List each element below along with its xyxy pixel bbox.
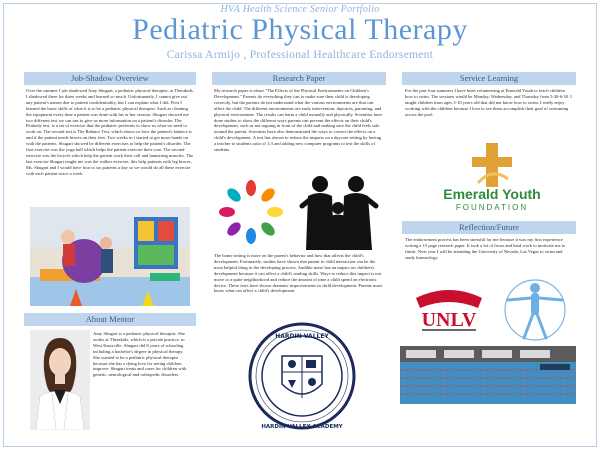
about-mentor-heading: About Mentor — [24, 313, 196, 326]
unlv-logo-text: UNLV — [421, 309, 477, 331]
author-line: Carissa Armijo , Professional Healthcare Endorsement — [166, 49, 434, 61]
about-mentor-text: Amy Shugart is a pediatric physical therapist. She works at Therakids, which is a private practice, in West Knoxville. Shugart did 8 years of schooling including a bachelor's degree in physical therapy. She wanted to be a pediatric physical therapist because she has a dying love for seeing children improve. Shugart treats and cares for children with genetic, neurological and orthopedic disorders. — [93, 331, 187, 378]
reflection-text: The endorsement process has been stressful for me because it was my first experience writing a 15 page research paper. It took a lot of focus and hard work to motivate me to finish. Next year I will be attending the University of Nevada, Las Vegas to swim and study kinesiology. — [405, 237, 566, 260]
therapy-room-photo — [30, 207, 190, 306]
unlv-logo — [412, 280, 486, 340]
mentor-portrait — [30, 330, 90, 430]
research-paper-text-top: My research paper is about "The Effects of the Physical Environments on Children's Development." Parents do everything they can to make sure their child is developing correctly, but the parents do not understand what the various environments are that can affect the child. The different environments are early intervention, daycares, parenting, and physical environment. The results can harm a child mentally and physically. Scientists have done studies to show the different ways parents can prevent the effects on their child's development, such as not arguing in front of the child and making sure the child feels safe around the parent. Scientists have also demonstrated the ways to correct the effects on a child's development. A test has shown to reduce the impacts on a daycare setting by having a teacher to students ratio of 1:3 and adding new computer programs to test the skills of students. — [214, 88, 383, 153]
emerald-logo-name: Emerald Youth — [443, 186, 541, 202]
service-learning-text: For the past four summers I have been volunteering at Emerald Youth to teach children how to swim. The sessions would be Monday, Wednesday, and Thursday from 5:30-6:30. I taught children from ages 3-10 years old that did not know how to swim. I really enjoy working with the children because I love to see them accomplish their goal of swimming across the pool. — [405, 88, 572, 117]
job-shadow-heading: Job-Shadow Overview — [24, 72, 196, 85]
vitruvian-figure-graphic — [498, 276, 572, 344]
poster-title: Pediatric Physical Therapy — [132, 13, 468, 46]
seal-bottom-text: HARDIN VALLEY ACADEMY — [261, 424, 343, 430]
emerald-logo-sub: FOUNDATION — [455, 203, 529, 212]
hva-seal-logo — [248, 318, 356, 438]
emerald-youth-logo — [412, 137, 572, 215]
research-paper-text-bottom: The home setting is more on the parent's behavior and how that affects the child's development. Fortunately, studies have shown that parent to child interaction can be the most helpful thing in the developing process. Audible noise has an impact on children's development because it can affect a child's reading skills. Ways to reduce this impact is not move to a quite neighborhood and reduce the amount of time a child spend on electronic device. These tests have shown dramatic improvements in child development. Parents must know what can affect a child's development. — [214, 253, 382, 294]
seal-top-text: HARDIN VALLEY — [275, 333, 329, 340]
reflection-heading: Reflection/Future — [402, 221, 576, 234]
portfolio-label: HVA Health Science Senior Portfolio — [220, 4, 380, 15]
research-paper-heading: Research Paper — [212, 72, 386, 85]
handprint-circle-graphic — [216, 176, 286, 248]
job-shadow-text: Over the summer I job shadowed Amy Shugart, a pediatric physical therapist, at Therakids. I shadowed there for three weeks and learned so much. Unfortunately, I cannot give out any patient's names due to patient confidentiality, but I can explain what I did. First I learned the basic skills of what it is to be a pediatric physical therapist. Such as cleaning the equipment every time a patient was done with his or her session. Shugart showed me two different test we can use to give us more information on a patient's disorder. The Peabody test, is a set of exercise that the pediatric performs to show us what we need to work on. The second test is The Balance Test, which shows us how the patient's balance is and if the patient needs braces on their feet. Two weeks in i started to get more hands on with the patients. Shugart showed be different exercises to help the patient's disorder. The first exercise was the yoga ball which helps the patient exercise their core. The second exercise was the bicycle which help the patient work their calf and hamstring muscles. The last exercise Shugart taught me was the walker exercise, this help patients with leg braces. Ms. Shugart and I would have four to six patients a day so we would do all these exercise with each patient twice a week. — [26, 88, 194, 176]
swimming-pool-photo — [400, 346, 576, 404]
family-silhouette-graphic — [298, 172, 380, 252]
service-learning-heading: Service Learning — [402, 72, 576, 85]
